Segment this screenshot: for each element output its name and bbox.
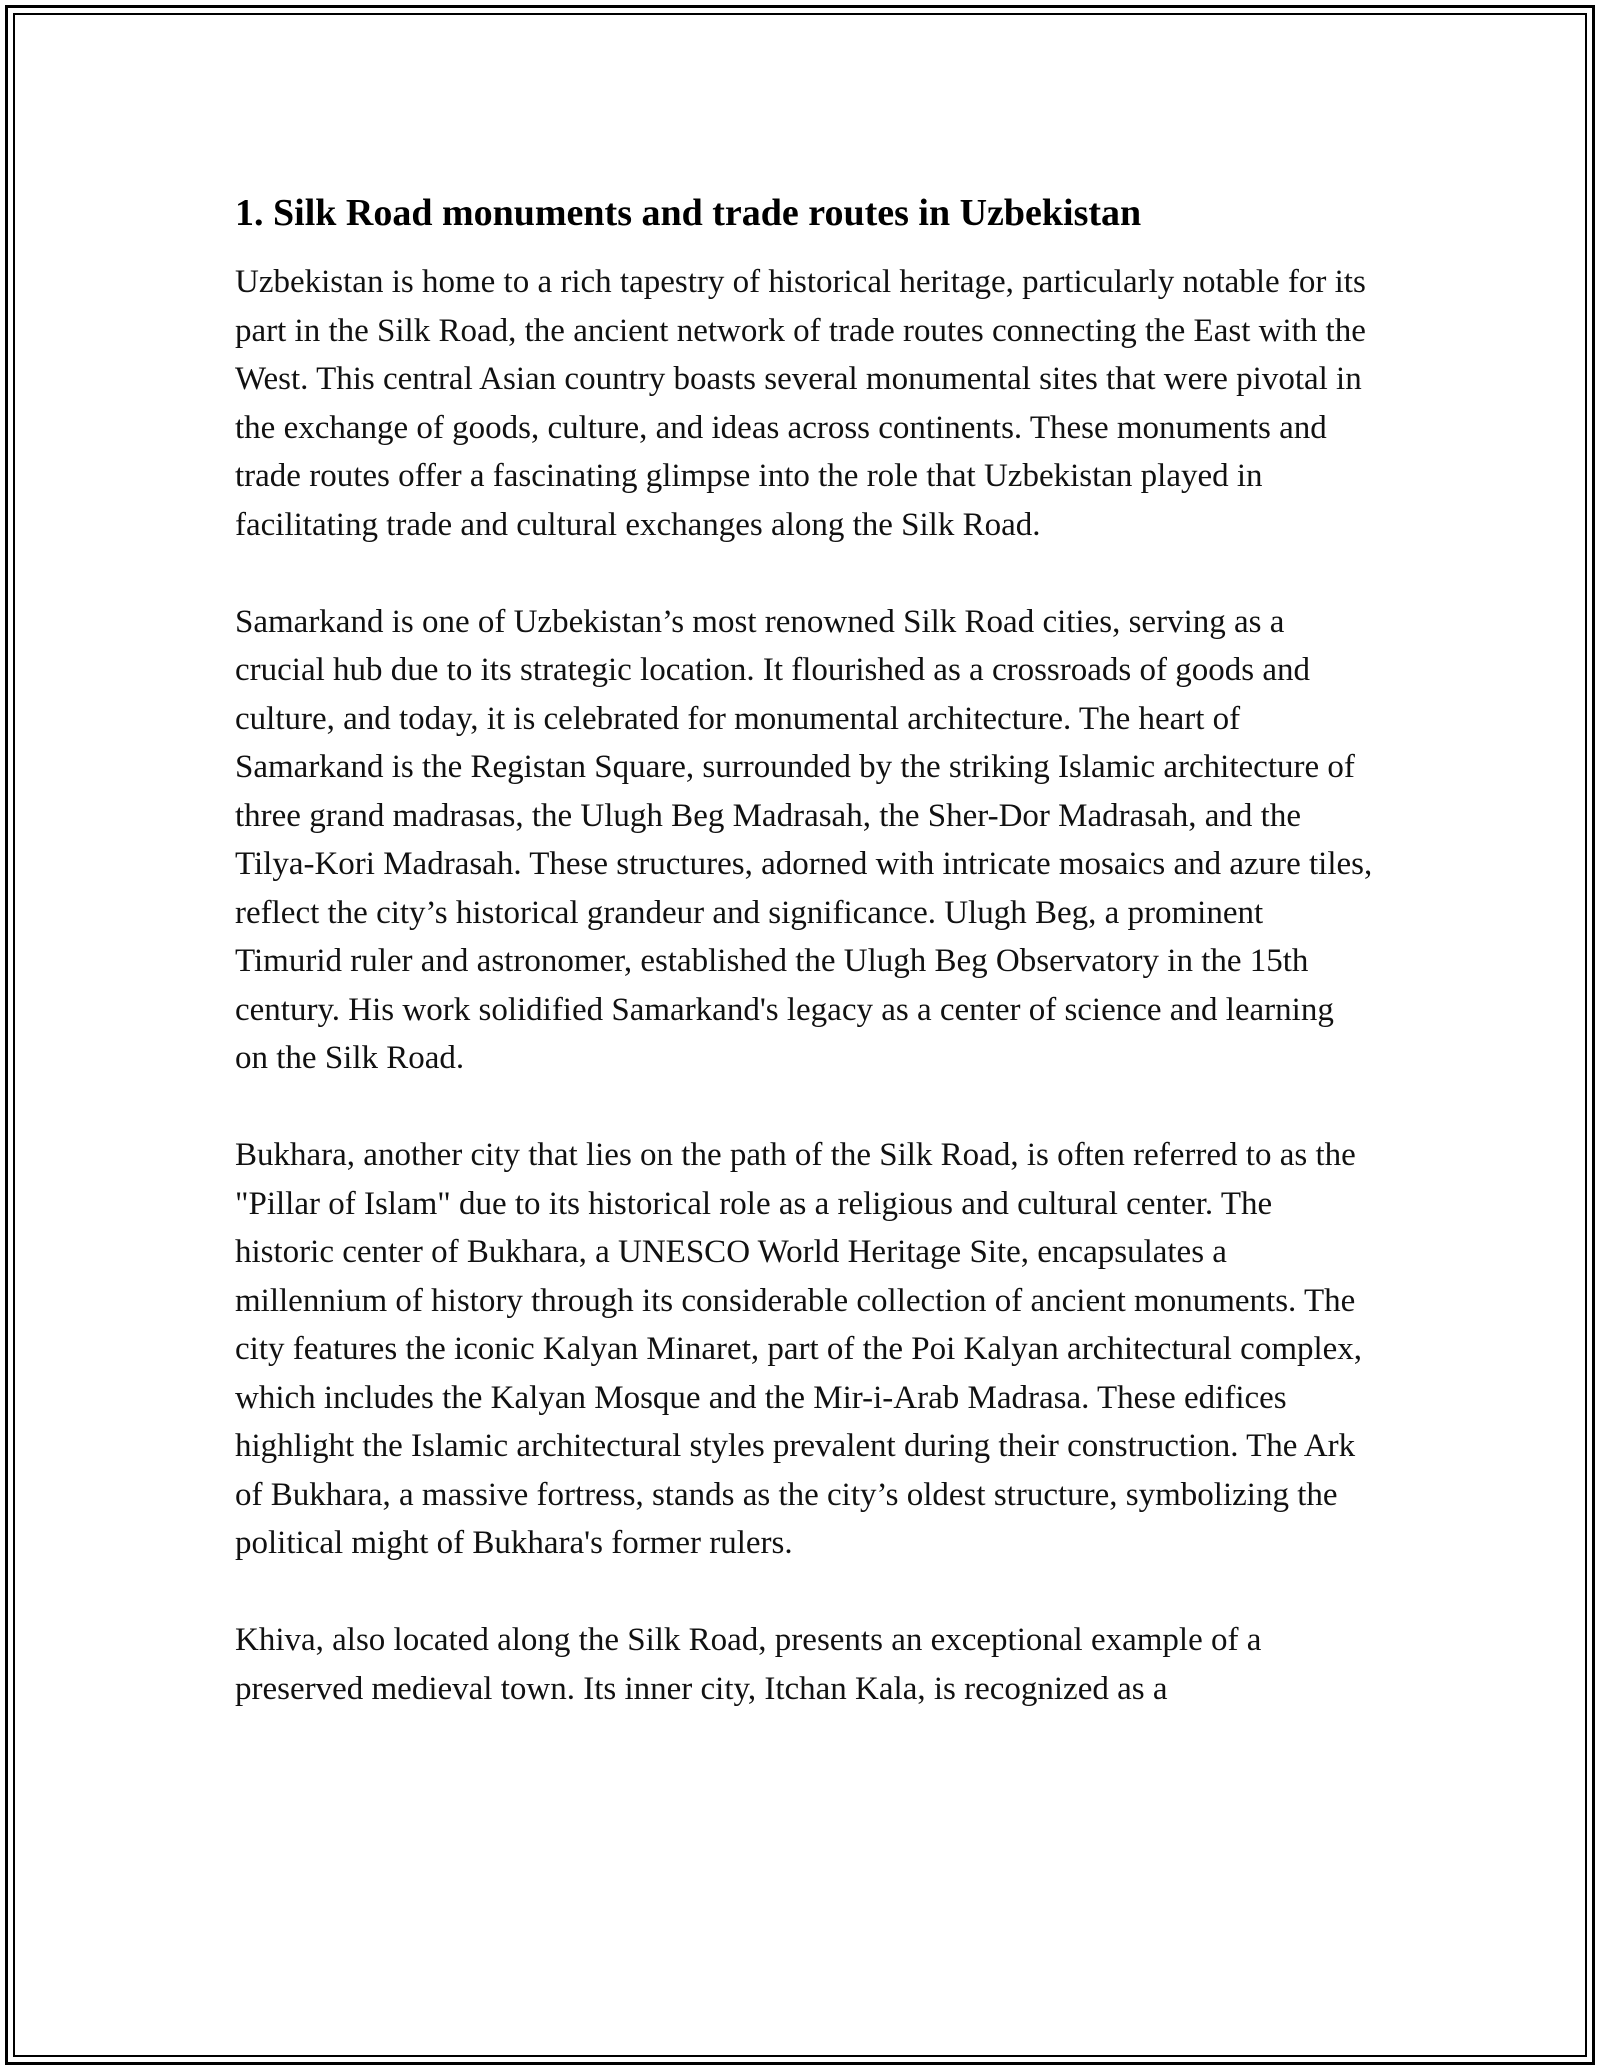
section-heading: 1. Silk Road monuments and trade routes in Uzbekistan [235,192,1142,234]
paragraph-bukhara: Bukhara, another city that lies on the path of the Silk Road, is often referred to as the "Pillar of Islam" due to its historical role as a religious and cultural center. The historic center of Bukhara, a UNESCO World Heritage Site, encapsulates a millennium of history through its considerable collection of ancient monuments. The city features the iconic Kalyan Minaret, part of the Poi Kalyan architectural complex, which includes the Kalyan Mosque and the Mir-i-Arab Madrasa. These edifices highlight the Islamic architectural styles prevalent during their construction. The Ark of Bukhara, a massive fortress, stands as the city’s oldest structure, symbolizing the political might of Bukhara's former rulers. [235,1137,1363,1561]
paragraph-intro: Uzbekistan is home to a rich tapestry of historical heritage, particularly notable for its part in the Silk Road, the ancient network of trade routes connecting the East with the West. This central Asian country boasts several monumental sites that were pivotal in the exchange of goods, culture, and ideas across continents. These monuments and trade routes offer a fascinating glimpse into the role that Uzbekistan played in facilitating trade and cultural exchanges along the Silk Road. [235,264,1366,543]
paragraph-samarkand: Samarkand is one of Uzbekistan’s most renowned Silk Road cities, serving as a crucial hub due to its strategic location. It flourished as a crossroads of goods and culture, and today, it is celebrated for monumental architecture. The heart of Samarkand is the Registan Square, surrounded by the striking Islamic architecture of three grand madrasas, the Ulugh Beg Madrasah, the Sher-Dor Madrasah, and the Tilya-Kori Madrasah. These structures, adorned with intricate mosaics and azure tiles, reflect the city’s historical grandeur and significance. Ulugh Beg, a prominent Timurid ruler and astronomer, established the Ulugh Beg Observatory in the 15th century. His work solidified Samarkand's legacy as a center of science and learning on the Silk Road. [235,603,1373,1076]
document-body [235,188,1375,1762]
paragraph-khiva: Khiva, also located along the Silk Road, presents an exceptional example of a preserved medieval town. Its inner city, Itchan Kala, is recognized as a [235,1622,1262,1707]
